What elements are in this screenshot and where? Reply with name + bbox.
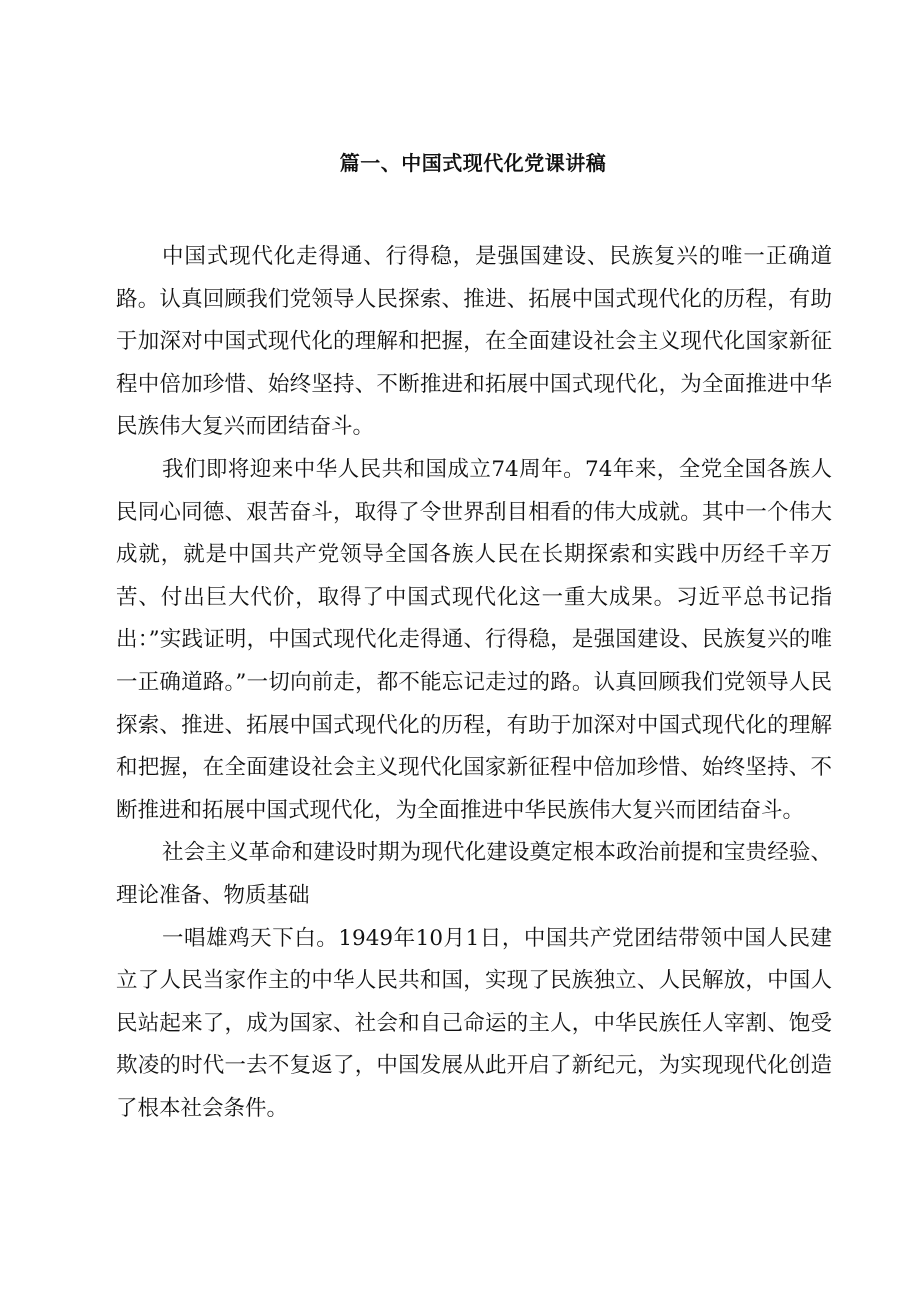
paragraph-2: 我们即将迎来中华人民共和国成立74周年。74年来，全党全国各族人民同心同德、艰苦奋斗，取得了令世界刮目相看的伟大成就。其中一个伟大成就，就是中国共产党领导全国各族人民在长期探索和实践中历经千辛万苦、付出巨大代价，取得了中国式现代化这一重大成果。习近平总书记指出：”实践证明，中国式现代化走得通、行得稳，是强国建设、民族复兴的唯一正确道路。”一切向前走，都不能忘记走过的路。认真回顾我们党领导人民探索、推进、拓展中国式现代化的历程，有助于加深对中国式现代化的理解和把握，在全面建设社会主义现代化国家新征程中倍加珍惜、始终坚持、不断推进和拓展中国式现代化，为全面推进中华民族伟大复兴而团结奋斗。	[116, 456, 833, 823]
paragraph-1: 中国式现代化走得通、行得稳，是强国建设、民族复兴的唯一正确道路。认真回顾我们党领导人民探索、推进、拓展中国式现代化的历程，有助于加深对中国式现代化的理解和把握，在全面建设社会主义现代化国家新征程中倍加珍惜、始终坚持、不断推进和拓展中国式现代化，为全面推进中华民族伟大复兴而团结奋斗。	[116, 244, 832, 440]
document-body	[116, 236, 832, 1130]
paragraph-3: 社会主义革命和建设时期为现代化建设奠定根本政治前提和宝贵经验、理论准备、物质基础	[116, 840, 832, 908]
paragraph-4: 一唱雄鸡天下白。1949年10月1日，中国共产党团结带领中国人民建立了人民当家作主的中华人民共和国，实现了民族独立、人民解放，中国人民站起来了，成为国家、社会和自己命运的主人，中华民族任人宰割、饱受欺凌的时代一去不复返了，中国发展从此开启了新纪元，为实现现代化创造了根本社会条件。	[116, 925, 832, 1121]
document-title: 篇一、中国式现代化党课讲稿	[339, 151, 607, 175]
